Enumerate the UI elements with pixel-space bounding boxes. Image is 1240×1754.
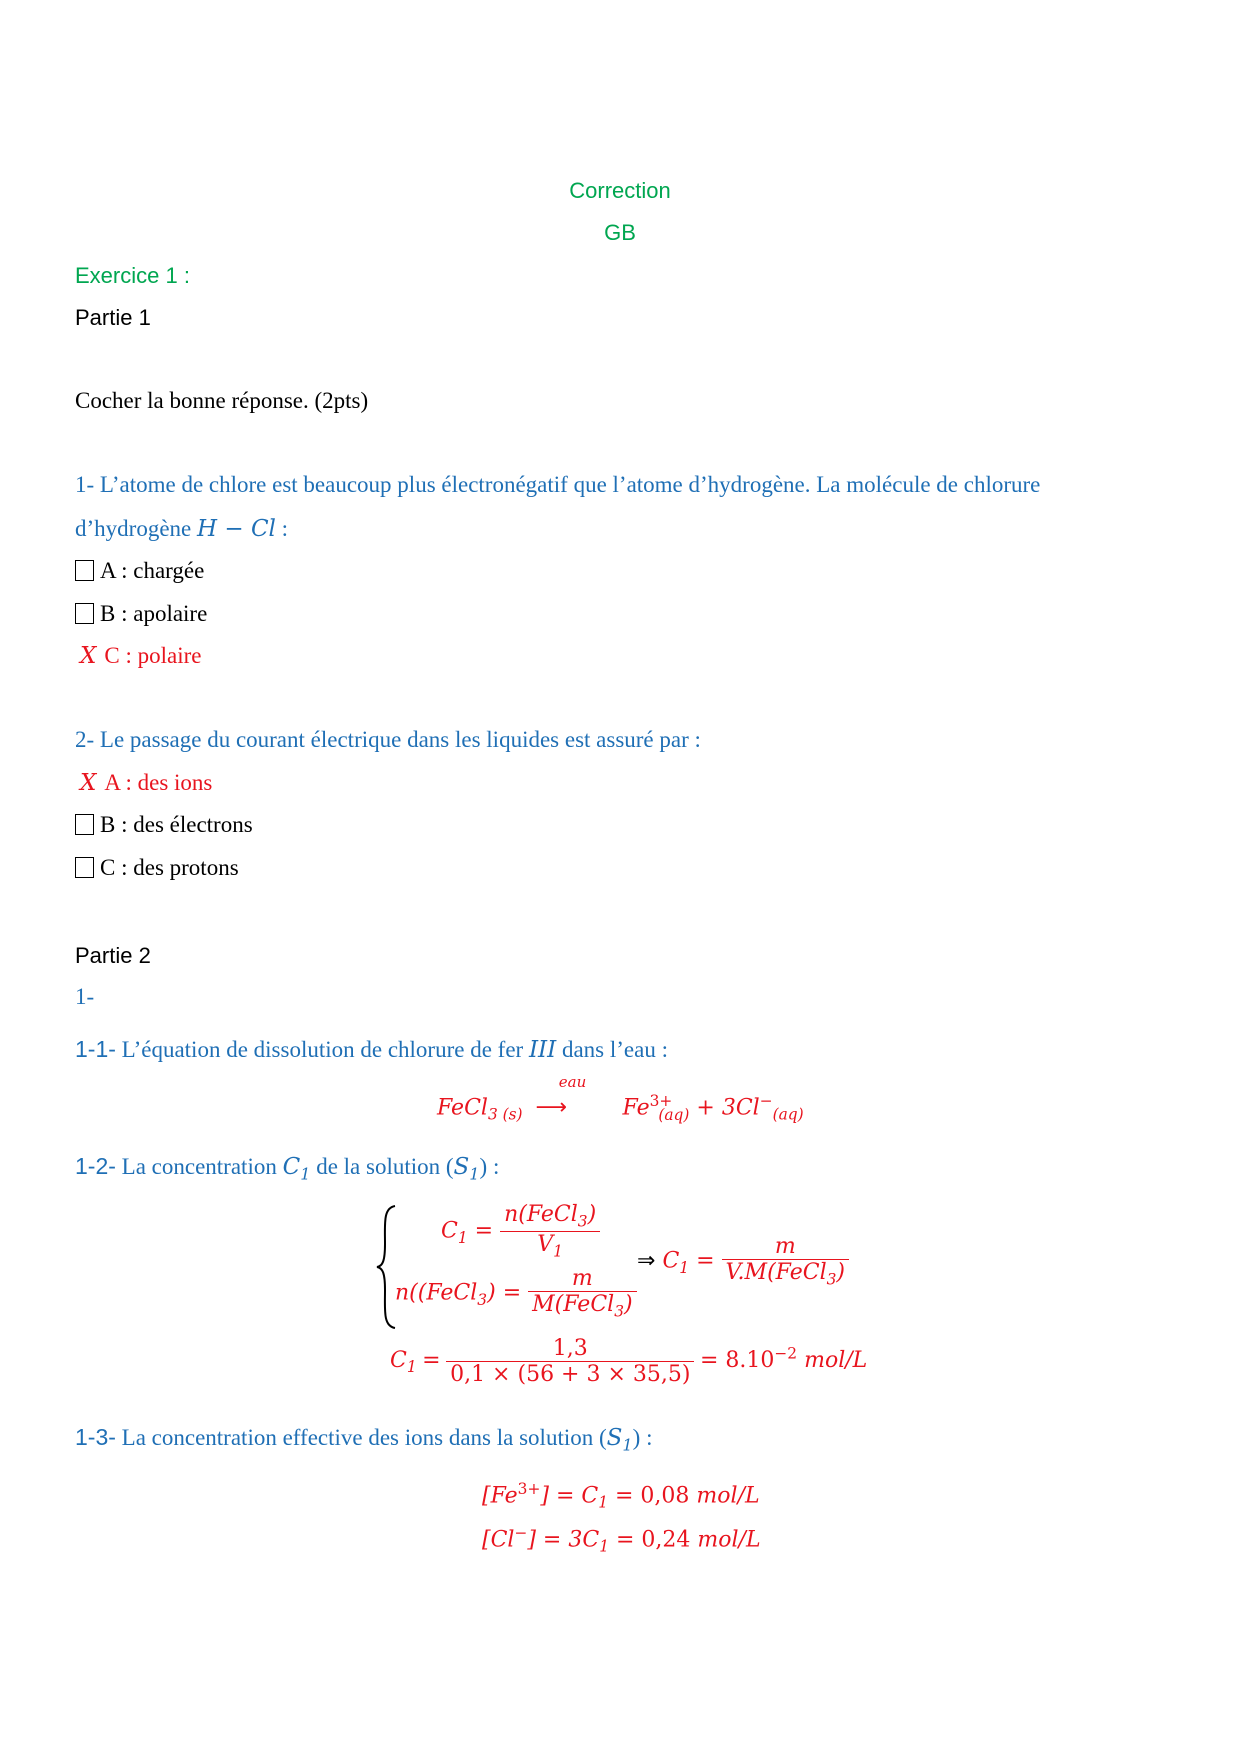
option-label: B : apolaire — [100, 601, 208, 626]
section-1-1 — [75, 1036, 668, 1063]
roman-numeral: III — [528, 1037, 557, 1063]
system-line-2 — [395, 1266, 637, 1321]
denominator-sub: 3 — [614, 1302, 624, 1321]
part2-q1-label: 1- — [75, 984, 95, 1009]
reactant: FeCl — [437, 1095, 488, 1121]
option-label: B : des électrons — [100, 812, 253, 837]
numerator: 1,3 — [446, 1336, 694, 1362]
section-text: L’équation de dissolution de chlorure de fer — [115, 1037, 529, 1062]
iron-charge: 3+ — [649, 1092, 673, 1110]
q2-option-a[interactable] — [80, 770, 212, 796]
q1-option-a[interactable] — [75, 558, 204, 584]
c1-subscript: 1 — [598, 1493, 609, 1512]
document-title: Correction — [569, 178, 671, 203]
q1-option-c[interactable] — [80, 643, 201, 669]
denominator-sub: 1 — [553, 1242, 563, 1261]
calc-fraction — [446, 1336, 694, 1388]
iron-unit: mol/L — [696, 1483, 760, 1509]
calc-result: = 8.10 — [699, 1347, 775, 1373]
fecl3-subscript: 3 — [477, 1291, 488, 1310]
denominator-sub: 3 — [826, 1270, 837, 1289]
equals-sign: = — [696, 1248, 715, 1274]
implies-arrow: ⇒ — [637, 1248, 656, 1274]
chloride-equals: ] = 3C — [527, 1527, 600, 1553]
calc-exponent: −2 — [774, 1344, 798, 1363]
section-number: 1-3- — [75, 1424, 116, 1450]
denominator-text: V.M(FeCl — [725, 1260, 827, 1286]
chloride-state: (aq) — [772, 1105, 804, 1124]
q2-option-c[interactable] — [75, 855, 239, 881]
chloride-bracket: [Cl — [482, 1527, 515, 1553]
section-text: dans l’eau : — [556, 1037, 668, 1062]
chloride-value: = 0,24 — [609, 1527, 698, 1553]
question-1-suffix: : — [275, 516, 289, 541]
numerator-text: n(FeCl — [504, 1202, 578, 1227]
option-label: C : polaire — [104, 643, 202, 668]
chloride-ion-concentration — [482, 1524, 761, 1556]
system-result — [637, 1234, 849, 1289]
hcl-formula: H − Cl — [197, 516, 276, 542]
iron-equals: ] = C — [540, 1483, 599, 1509]
iron-bracket: [Fe — [482, 1483, 518, 1509]
c1-symbol: C — [390, 1347, 407, 1373]
instruction: Cocher la bonne réponse. (2pts) — [75, 388, 369, 413]
c1-subscript: 1 — [679, 1259, 690, 1278]
product-iron: Fe — [622, 1095, 650, 1121]
option-label: A : chargée — [100, 558, 205, 583]
fraction-m-over-M — [528, 1266, 636, 1321]
section-text: de la solution ( — [310, 1154, 454, 1179]
question-1-text: d’hydrogène — [75, 516, 192, 541]
chloride-unit: mol/L — [697, 1527, 761, 1553]
paren-end: ) — [487, 1280, 496, 1306]
symbol-subscript: 1 — [300, 1164, 311, 1184]
numerator: m — [528, 1266, 636, 1292]
denominator-end: ) — [623, 1292, 633, 1318]
denominator-text: V — [537, 1232, 554, 1258]
denominator-text: M(FeCl — [532, 1292, 615, 1318]
numerator — [500, 1202, 600, 1232]
checkbox-empty[interactable] — [75, 814, 94, 835]
question-1-line1: 1- L’atome de chlore est beaucoup plus électronégatif que l’atome d’hydrogène. La molécule de chlorure — [75, 472, 1041, 497]
denominator — [528, 1292, 636, 1321]
question-2: 2- Le passage du courant électrique dans les liquides est assuré par : — [75, 727, 701, 752]
q1-option-b[interactable] — [75, 601, 207, 627]
concentration-calculation — [390, 1336, 867, 1388]
checkbox-empty[interactable] — [75, 603, 94, 624]
reactant-subscript: 3 (s) — [487, 1105, 523, 1124]
chloride-charge: − — [759, 1092, 773, 1110]
checked-x-mark: X — [80, 643, 97, 669]
solution-symbol: S — [453, 1154, 470, 1180]
iron-value: = 0,08 — [608, 1483, 697, 1509]
question-1-line2 — [75, 516, 288, 542]
q2-option-b[interactable] — [75, 812, 253, 838]
checked-x-mark: X — [80, 770, 97, 796]
arrow-label: eau — [558, 1073, 587, 1092]
iron-charge: 3+ — [517, 1480, 541, 1498]
checkbox-empty[interactable] — [75, 560, 94, 581]
equals-sign: = — [422, 1347, 441, 1373]
option-label: A : des ions — [104, 770, 213, 795]
section-text: ) : — [632, 1425, 653, 1450]
product-chloride: + 3Cl — [696, 1095, 760, 1121]
iron-ion-concentration — [482, 1480, 760, 1512]
part1-title: Partie 1 — [75, 305, 151, 330]
section-number: 1-2- — [75, 1153, 116, 1179]
part2-title: Partie 2 — [75, 943, 151, 968]
document-subtitle: GB — [604, 220, 636, 245]
denominator-end: ) — [836, 1260, 846, 1286]
equals-sign: = — [502, 1280, 522, 1306]
denominator — [500, 1232, 600, 1261]
numerator-end: ) — [587, 1202, 597, 1227]
iron-state: (aq) — [658, 1105, 690, 1124]
symbol-subscript: 1 — [622, 1435, 633, 1455]
section-text: La concentration effective des ions dans la solution ( — [115, 1425, 607, 1450]
calc-unit: mol/L — [797, 1347, 868, 1373]
denominator: 0,1 × (56 + 3 × 35,5) — [450, 1362, 691, 1388]
concentration-symbol: C — [282, 1154, 301, 1180]
symbol-subscript: 1 — [469, 1164, 480, 1184]
option-label: C : des protons — [100, 855, 239, 880]
n-fecl3: n((FeCl — [395, 1280, 478, 1306]
c1-symbol: C — [662, 1248, 680, 1274]
section-number: 1-1- — [75, 1036, 116, 1062]
c1-subscript: 1 — [457, 1228, 468, 1247]
c1-subscript: 1 — [406, 1358, 417, 1377]
chloride-charge: − — [514, 1524, 528, 1542]
dissolution-equation — [437, 1073, 804, 1124]
numerator: m — [722, 1234, 850, 1260]
fraction-m-over-vm — [722, 1234, 850, 1289]
exercise-title: Exercice 1 : — [75, 263, 190, 288]
checkbox-empty[interactable] — [75, 857, 94, 878]
c1-symbol: C — [441, 1218, 458, 1244]
equals-sign: = — [474, 1218, 494, 1244]
denominator — [722, 1260, 850, 1289]
section-1-2 — [75, 1153, 499, 1184]
solution-symbol: S — [606, 1425, 623, 1451]
section-text: La concentration — [115, 1154, 283, 1179]
system-line-1 — [441, 1202, 600, 1261]
section-text: ) : — [479, 1154, 500, 1179]
equation-system — [375, 1202, 875, 1332]
reaction-arrow: eau ⟶ — [536, 1095, 610, 1120]
fraction-n-over-v — [500, 1202, 600, 1261]
section-1-3 — [75, 1424, 652, 1455]
c1-subscript: 1 — [599, 1537, 609, 1556]
numerator-sub: 3 — [577, 1212, 588, 1231]
